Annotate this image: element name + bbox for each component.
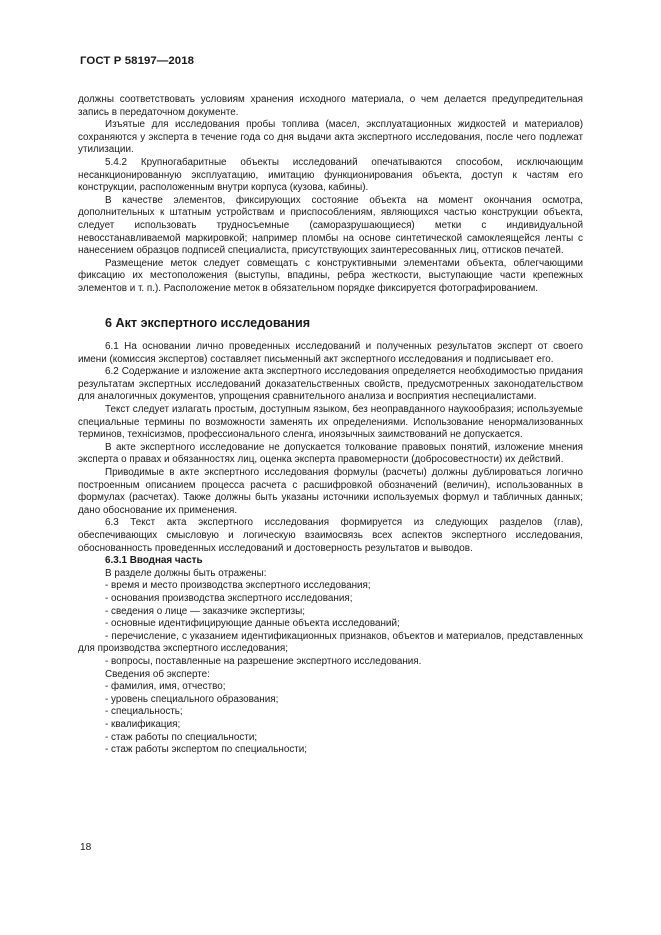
list-item: - фамилия, имя, отчество; bbox=[105, 681, 226, 693]
subsection-title: 6.3.1 Вводная часть bbox=[105, 555, 203, 567]
paragraphs-list bbox=[78, 568, 583, 757]
list-item: - время и место производства экспертного исследования; bbox=[105, 580, 371, 592]
list-item: - квалификация; bbox=[105, 718, 181, 730]
paragraph: должны соответствовать условиям хранения исходного материала, о чем делается предупредительная запись в передаточном документе. bbox=[78, 94, 583, 118]
section-title: 6 Акт экспертного исследования bbox=[105, 315, 311, 330]
list-item: - стаж работы экспертом по специальности; bbox=[105, 744, 308, 756]
paragraph: В качестве элементов, фиксирующих состояние объекта на момент окончания осмотра, дополнительных к штатным устройствам и приспособлениям, являющихся частью конструкции объекта, следует использовать трудносъемные (саморазрушающиеся) метки с индивидуальной невосстанавливаемой маркировкой; например пломбы на основе синтетической самоклеящейся ленты с нанесением образцов подписей специалиста, присутствующих заинтересованных лиц, оттисков печатей. bbox=[78, 194, 583, 257]
paragraphs-top bbox=[78, 94, 583, 296]
paragraph: Размещение меток следует совмещать с конструктивными элементами объекта, облегчающими фиксацию их местоположения (выступы, впадины, ребра жесткости, выступающие части крепежных элементов и т. п.). Расположение меток в обязательном порядке фиксируется фотографированием. bbox=[78, 257, 583, 294]
list-item: - перечисление, с указанием идентификационных признаков, объектов и материалов, представленных для производства экспертного исследования; bbox=[78, 630, 583, 655]
document-header: ГОСТ Р 58197—2018 bbox=[80, 55, 195, 67]
paragraph: Приводимые в акте экспертного исследования формулы (расчеты) должны дублироваться логично построенным описанием процесса расчета с расшифровкой обозначений (величин), использованных в формулах (расчетах). Также должны быть указаны источники используемых формул и табличных данных; дано обоснование их применения. bbox=[78, 467, 583, 516]
list-item: - стаж работы по специальности; bbox=[105, 731, 258, 743]
list-item: - основные идентифицирующие данные объекта исследований; bbox=[105, 618, 400, 630]
list-item: - уровень специального образования; bbox=[105, 693, 279, 705]
paragraph: 5.4.2 Крупногабаритные объекты исследований опечатываются способом, исключающим несанкционированную эксплуатацию, имитацию функционирования объекта, доступ к частям его конструкции, расположенным внутри корпуса (кузова, кабины). bbox=[78, 156, 583, 194]
page-number: 18 bbox=[80, 842, 92, 853]
paragraph: 6.3 Текст акта экспертного исследования формируется из следующих разделов (глав), обеспечивающих смысловую и логическую взаимосвязь всех аспектов экспертного исследования, обоснованность проведенных исследований и достоверность результатов и выводов. bbox=[78, 517, 583, 554]
paragraph: Изъятые для исследования пробы топлива (масел, эксплуатационных жидкостей и материалов) сохраняются у эксперта в течение года со дня выдачи акта экспертного исследования, после чего подлежат утилизации. bbox=[78, 119, 583, 156]
document-body bbox=[78, 94, 583, 757]
paragraph: Текст следует излагать простым, доступным языком, без неоправданного наукообразия; используемые специальные термины по возможности заменять их определениями. Использование ненормализованных терминов, технicизмов, профессионального сленга, иноязычных заимствований не допускается. bbox=[78, 404, 583, 441]
list-item: - основания производства экспертного исследования; bbox=[105, 592, 353, 604]
list-item: - специальность; bbox=[105, 706, 183, 718]
paragraphs-mid bbox=[78, 341, 583, 555]
paragraph: Сведения об эксперте: bbox=[105, 668, 210, 680]
paragraph: 6.2 Содержание и изложение акта экспертного исследования определяется необходимостью придания результатам экспертных исследований доказательственных свойств, предусмотренных законодательством для аналогичных документов, упрощения сравнительного анализа и восприятия неспециалистами. bbox=[78, 366, 583, 403]
paragraph: 6.1 На основании лично проведенных исследований и полученных результатов эксперт от своего имени (комиссия экспертов) составляет письменный акт экспертного исследования и подписывает его. bbox=[78, 341, 583, 365]
paragraph: В акте экспертного исследование не допускается толкование правовых понятий, изложение мнения эксперта о правах и обязанностях лиц, оценка эксперта правомерности (добросовестности) их действий. bbox=[78, 441, 583, 466]
list-item: - вопросы, поставленные на разрешение экспертного исследования. bbox=[105, 655, 422, 667]
paragraph: В разделе должны быть отражены: bbox=[105, 567, 267, 579]
list-item: - сведения о лице — заказчике экспертизы; bbox=[105, 605, 306, 617]
